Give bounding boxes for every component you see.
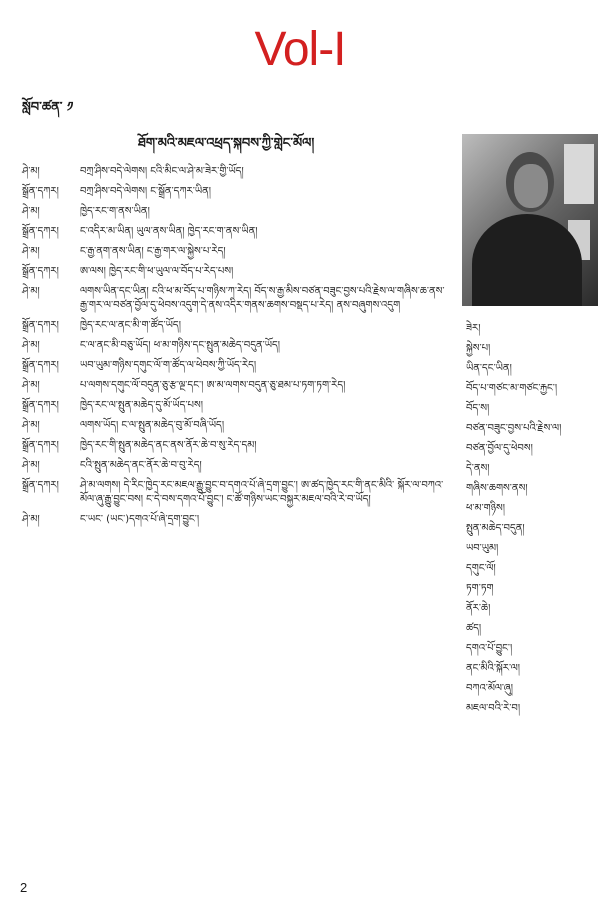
utterance-text: ལགས་ཡོད། ང་ལ་སྤུན་མཆེད་བུ་མོ་བཞི་ཡོད། [80, 420, 225, 431]
speaker-name: སྒྲོན་དཀར། [22, 266, 59, 277]
lesson-title: ཐོག་མའི་མཇལ་འཕྲད་སྐབས་ཀྱི་གླེང་མོལ། [138, 136, 315, 151]
portrait-photo [462, 134, 598, 306]
speaker-name: སྒྲོན་དཀར། [22, 480, 59, 491]
utterance-text: ཁྱེད་རང་ལ་སྤུན་མཆེད་དུ་མོ་ཡོད་པས། [80, 400, 203, 411]
utterance-continuation: སྐོར་ལ་བཀའ་མོལ་ཞུ་རྒྱུ་བྱུང་བས། ང་དེ་བས་དགའ་པོ་བྱུང་། ང་ཚོ་གཉིས་ཡང་བསྐྱར་མཇལ་བའི་རེ་བ་ཡོད། [80, 480, 444, 505]
photo-background-window [564, 144, 594, 204]
speaker-name: སྒྲོན་དཀར། [22, 360, 59, 371]
vocabulary-item: ནང་མིའི་སྐོར་ལ། [466, 663, 521, 674]
dialogue-line [22, 459, 452, 473]
speaker-name: ཤེ་མ། [22, 166, 40, 177]
utterance-text: ཡབ་ཡུམ་གཉིས་དགུང་ལོ་ག་ཚོད་ལ་ཕེབས་ཀྱི་ཡོད་རེད། [80, 360, 257, 371]
dialogue-line [22, 319, 452, 333]
vocabulary-item: གཞིས་ཆགས་ནས། [466, 483, 528, 494]
vocabulary-item: ཟེར། [466, 323, 481, 334]
vocabulary-item: མཇལ་བའི་རེ་བ། [466, 703, 521, 714]
dialogue-line [22, 439, 452, 453]
speaker-name: སྒྲོན་དཀར། [22, 320, 59, 331]
dialogue-line [22, 185, 452, 199]
dialogue-line [22, 479, 452, 507]
speaker-name: ཤེ་མ། [22, 514, 40, 525]
utterance-text: ང་འདིར་མ་ཡིན། ཡུལ་ནས་ཡིན། ཁྱེད་རང་ག་ནས་ཡིན། [80, 226, 258, 237]
dialogue-line [22, 359, 452, 373]
vocabulary-list [466, 322, 596, 722]
vocabulary-item: ཡིན་དང་ཡིན། [466, 363, 512, 374]
utterance-text: ཁྱེད་རང་གི་སྤུན་མཆེད་ནང་ནས་ནོར་ཆེ་བ་སུ་རེད་དམ། [80, 440, 257, 451]
dialogue-line [22, 245, 452, 259]
vocabulary-item: བཙན་བྱོལ་དུ་ཕེབས། [466, 443, 533, 454]
lesson-number-label: སློབ་ཚན་ ༡ [22, 100, 74, 115]
utterance-text: ཁྱེད་རང་ལ་ནང་མི་ག་ཚོད་ཡོད། [80, 320, 181, 331]
dialogue-line [22, 339, 452, 353]
speaker-name: སྒྲོན་དཀར། [22, 440, 59, 451]
dialogue-line [22, 285, 452, 313]
dialogue-line [22, 513, 452, 527]
vocabulary-item: སྐྱེས་པ། [466, 343, 491, 354]
vocabulary-item: དགུང་ལོ། [466, 563, 496, 574]
dialogue-line [22, 205, 452, 219]
utterance-text: ང་ལ་ནང་མི་བཅུ་ཡོད། ཕ་མ་གཉིས་དང་སྤུན་མཆེད་བདུན་ཡོད། [80, 340, 281, 351]
vocabulary-item: དེ་ནས། [466, 463, 490, 474]
utterance-text [80, 479, 452, 507]
vocabulary-item: ཡབ་ཡུམ། [466, 543, 499, 554]
utterance-text: པ་ལགས་དགུང་ལོ་བདུན་ཅུ་རྩ་ལྔ་དང་། ཨ་མ་ལགས་བདུན་ཅུ་ཐམ་པ་ཏག་ཏག་རེད། [80, 380, 346, 391]
utterance-text: ངའི་སྤུན་མཆེད་ནང་ནོར་ཆེ་བ་བུ་རེད། [80, 460, 202, 471]
page-number: 2 [20, 880, 28, 895]
speaker-name: སྒྲོན་དཀར། [22, 400, 59, 411]
utterance-text [80, 285, 452, 313]
utterance-text: བཀྲ་ཤིས་བདེ་ལེགས། ངའི་མིང་ལ་ཤེ་མ་ཟེར་གྱི་ཡོད། [80, 166, 244, 177]
utterance-text: ཨ་ལས། ཁྱེད་རང་གི་ཕ་ཡུལ་ལ་བོད་པ་རེད་པས། [80, 266, 234, 277]
dialogue-line [22, 379, 452, 393]
speaker-name: ཤེ་མ། [22, 420, 40, 431]
vocabulary-item: ཏག་ཏག [466, 583, 494, 594]
vocabulary-item: དགའ་པོ་བྱུང་། [466, 643, 513, 654]
speaker-name: ཤེ་མ། [22, 206, 40, 217]
speaker-name: སྒྲོན་དཀར། [22, 226, 59, 237]
speaker-name: ཤེ་མ། [22, 380, 40, 391]
volume-title: Vol-I [254, 23, 346, 76]
utterance-text: ང་ཡང་ (ཡང་)དགའ་པོ་ཞེ་དྲག་བྱུང་། [80, 514, 200, 525]
vocabulary-item: བཙན་བཟུང་བྱས་པའི་རྗེས་ལ། [466, 423, 562, 434]
vocabulary-item: ཚད། [466, 623, 482, 634]
photo-person-body [472, 214, 582, 306]
speaker-name: སྒྲོན་དཀར། [22, 186, 59, 197]
dialogue-line [22, 225, 452, 239]
dialogue-line [22, 165, 452, 179]
speaker-name: ཤེ་མ། [22, 246, 40, 257]
dialogue-section [22, 165, 452, 533]
vocabulary-item: བཀའ་མོལ་ཞུ། [466, 683, 513, 694]
utterance-continuation: ནས་བཞུགས་འདུག [336, 300, 401, 311]
dialogue-line [22, 419, 452, 433]
speaker-name: ཤེ་མ། [22, 340, 40, 351]
photo-person-face [514, 164, 548, 208]
dialogue-line [22, 399, 452, 413]
speaker-name: ཤེ་མ། [22, 286, 40, 297]
vocabulary-item: བོད་པ་གཙང་མ་གཙང་རྐྱང་། [466, 383, 558, 394]
dialogue-line [22, 265, 452, 279]
vocabulary-item: ཕ་མ་གཉིས། [466, 503, 505, 514]
speaker-name: ཤེ་མ། [22, 460, 40, 471]
utterance-text-part: ལགས་ཡིན་དང་ཡིན། ངའི་ཕ་མ་བོད་པ་གཉིས་ཀ་རེད། བོད་ས་རྒྱ་མིས་བཙན་བཟུང་བྱས་པའི་རྗེས་ལ་གཞིས་ཆ་ནས་རྒྱ་གར་ལ་བཙན་བྱོལ་དུ་ཕེབས་འདུག་དེ་ནས་འདིར་གནས་ཆགས་བསྡད་པ་རེད། [80, 286, 445, 311]
vocabulary-item: ནོར་ཆེ། [466, 603, 491, 614]
utterance-text-part: ཤེ་མ་ལགས། དེ་རིང་ཁྱེད་རང་མཇལ་རྒྱུ་བྱུང་བ་དགའ་པོ་ཞེ་དྲག་བྱུང་། ཨ་ཚད་ཁྱེད་རང་གི་ནང་མིའི་ [80, 480, 395, 491]
vocabulary-item: བོད་ས། [466, 403, 490, 414]
utterance-text: ང་རྒྱ་ནག་ནས་ཡིན། ང་རྒྱ་གར་ལ་སྐྱེས་པ་རེད། [80, 246, 226, 257]
vocabulary-item: སྤུན་མཆེད་བདུན། [466, 523, 525, 534]
utterance-text: བཀྲ་ཤིས་བདེ་ལེགས། ང་སྒྲོན་དཀར་ཡིན། [80, 186, 211, 197]
utterance-text: ཁྱེད་རང་ག་ནས་ཡིན། [80, 206, 150, 217]
